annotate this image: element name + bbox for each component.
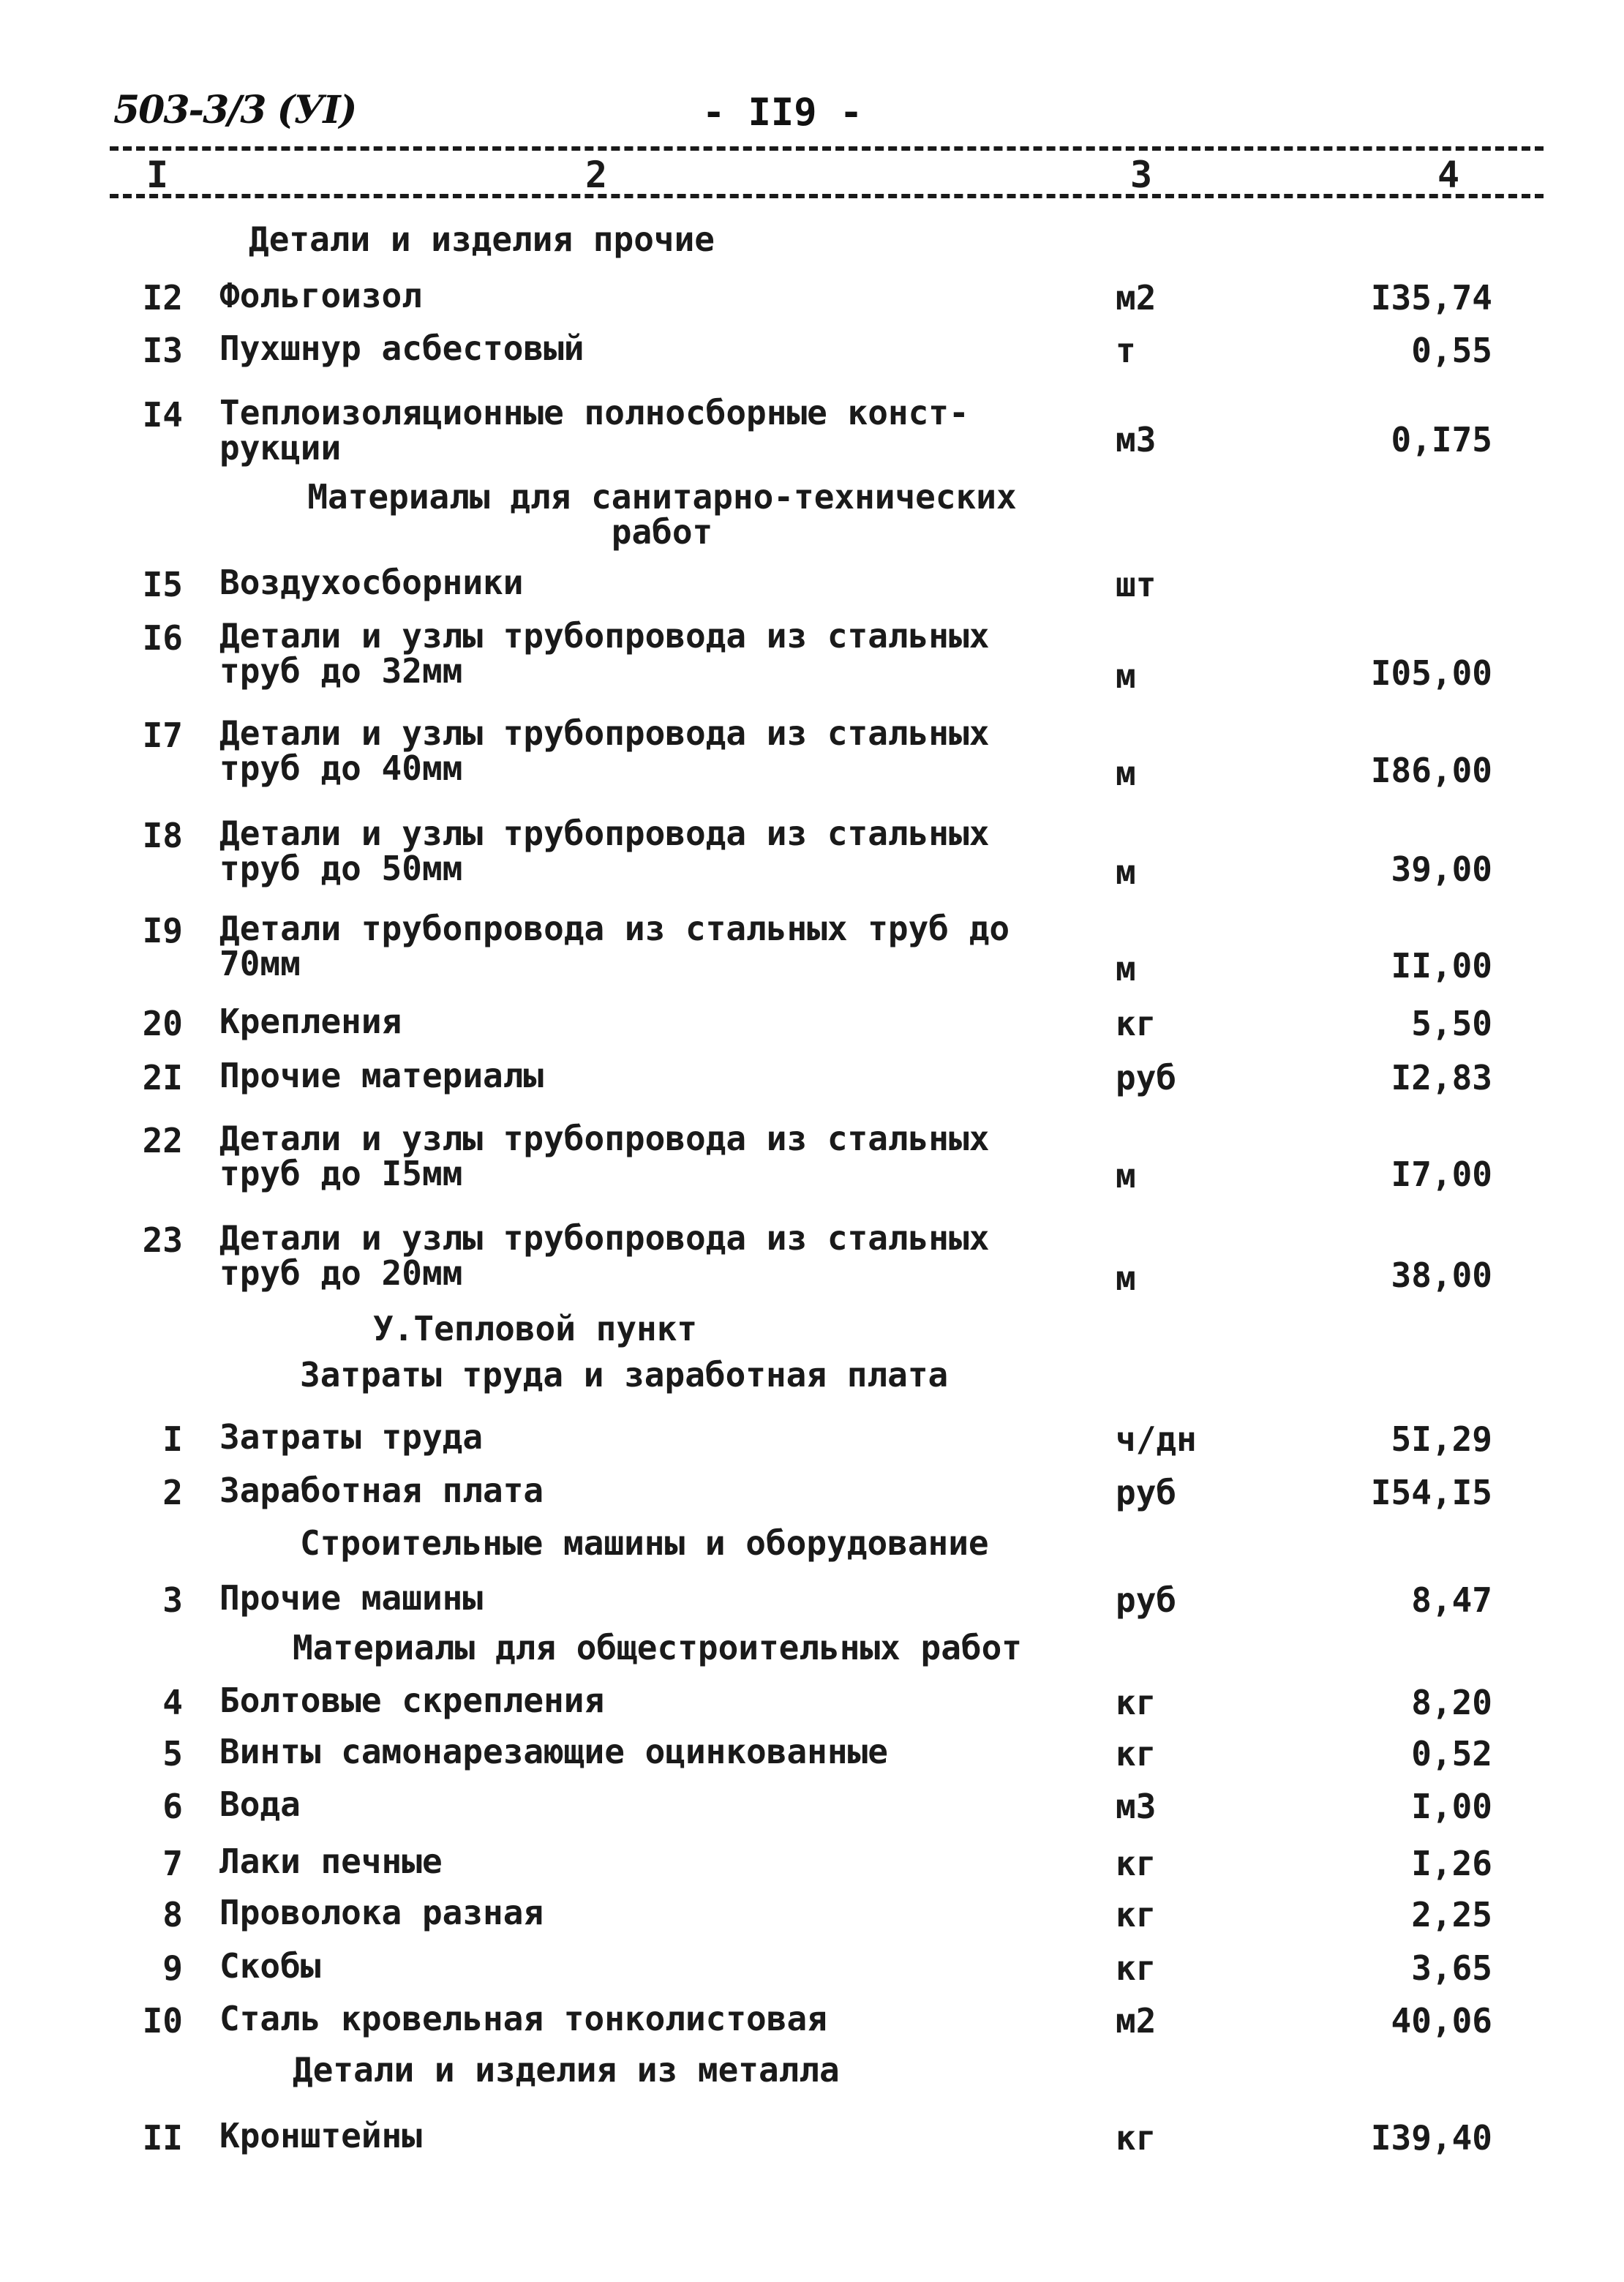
section-heading: Детали и изделия прочие [249, 219, 715, 259]
row-number: I9 [142, 911, 183, 950]
row-number: I8 [142, 816, 183, 855]
row-unit: кг [1116, 2118, 1157, 2158]
row-unit: руб [1116, 1058, 1177, 1097]
row-description: Воздухосборники [219, 563, 524, 602]
row-number: I3 [142, 331, 183, 370]
row-unit: кг [1116, 1004, 1157, 1043]
row-description: Крепления [219, 1002, 402, 1041]
row-value: 5,50 [1411, 1004, 1492, 1043]
row-number: I2 [142, 278, 183, 318]
row-unit: м2 [1116, 278, 1157, 318]
row-value: I,00 [1411, 1787, 1492, 1826]
row-unit: м [1116, 656, 1136, 696]
row-unit: шт [1116, 565, 1157, 604]
row-description: Пухшнур асбестовый [219, 329, 584, 368]
row-description: Заработная плата [219, 1471, 544, 1510]
row-unit: м2 [1116, 2001, 1157, 2041]
row-description: Детали и узлы трубопровода из стальных труб до I5мм [219, 1119, 990, 1193]
row-value: 0,I75 [1391, 420, 1492, 459]
section-heading: Материалы для общестроительных работ [293, 1628, 1022, 1667]
row-value: I35,74 [1370, 278, 1492, 318]
row-number: 20 [142, 1004, 183, 1043]
row-description: Кронштейны [219, 2116, 422, 2155]
row-unit: м3 [1116, 420, 1157, 459]
row-description: Лаки печные [219, 1842, 443, 1881]
section-heading: Затраты труда и заработная плата [300, 1355, 949, 1395]
row-value: 38,00 [1391, 1256, 1492, 1295]
row-number: 5 [162, 1734, 183, 1774]
row-unit: кг [1116, 1734, 1157, 1774]
row-number: 8 [162, 1895, 183, 1934]
row-unit: кг [1116, 1683, 1157, 1722]
row-number: 4 [162, 1683, 183, 1722]
row-unit: м [1116, 1156, 1136, 1196]
row-value: 40,06 [1391, 2001, 1492, 2041]
row-value: I86,00 [1370, 751, 1492, 790]
row-description: Детали и узлы трубопровода из стальных труб до 50мм [219, 814, 990, 888]
row-value: 8,47 [1411, 1580, 1492, 1620]
row-description: Детали и узлы трубопровода из стальных труб до 20мм [219, 1218, 990, 1293]
row-unit: м [1116, 852, 1136, 892]
row-unit: т [1116, 331, 1136, 370]
divider-columns [110, 194, 1544, 198]
row-value: 2,25 [1411, 1895, 1492, 1934]
col-header-2: 2 [585, 154, 608, 196]
row-description: Затраты труда [219, 1417, 484, 1457]
row-value: 39,00 [1391, 849, 1492, 889]
row-number: I5 [142, 565, 183, 604]
row-value: 8,20 [1411, 1683, 1492, 1722]
row-number: 9 [162, 1948, 183, 1988]
row-unit: кг [1116, 1895, 1157, 1934]
row-description: Фольгоизол [219, 276, 422, 315]
row-value: 3,65 [1411, 1948, 1492, 1988]
row-description: Вода [219, 1784, 301, 1824]
row-number: II [142, 2118, 183, 2158]
row-number: I [162, 1419, 183, 1459]
row-unit: м [1116, 754, 1136, 793]
row-description: Болтовые скрепления [219, 1681, 605, 1720]
page-number: - II9 - [702, 91, 863, 135]
row-unit: руб [1116, 1473, 1177, 1512]
row-description: Прочие материалы [219, 1056, 544, 1095]
row-number: I4 [142, 395, 183, 435]
row-description: Скобы [219, 1946, 321, 1986]
row-value: I2,83 [1391, 1058, 1492, 1097]
row-unit: м [1116, 1258, 1136, 1298]
row-number: I0 [142, 2001, 183, 2041]
row-value: II,00 [1391, 946, 1492, 986]
row-value: I39,40 [1370, 2118, 1492, 2158]
row-number: I7 [142, 716, 183, 755]
row-value: I7,00 [1391, 1155, 1492, 1194]
section-heading: Детали и изделия из металла [293, 2050, 840, 2090]
row-description: Теплоизоляционные полносборные конст- рукции [219, 393, 969, 468]
row-unit: кг [1116, 1948, 1157, 1988]
row-value: 0,52 [1411, 1734, 1492, 1774]
row-value: I05,00 [1370, 653, 1492, 693]
row-description: Прочие машины [219, 1578, 484, 1618]
row-description: Проволока разная [219, 1893, 544, 1932]
row-number: 2 [162, 1473, 183, 1512]
row-value: I54,I5 [1370, 1473, 1492, 1512]
row-number: 3 [162, 1580, 183, 1620]
row-unit: ч/дн [1116, 1419, 1197, 1459]
row-number: 7 [162, 1844, 183, 1883]
row-value: I,26 [1411, 1844, 1492, 1883]
row-number: 6 [162, 1787, 183, 1826]
document-code: 503-3/3 (УI) [113, 88, 356, 132]
row-unit: м3 [1116, 1787, 1157, 1826]
row-description: Детали и узлы трубопровода из стальных труб до 40мм [219, 713, 990, 788]
col-header-1: I [146, 154, 169, 196]
row-description: Детали и узлы трубопровода из стальных труб до 32мм [219, 616, 990, 691]
row-number: 23 [142, 1220, 183, 1260]
section-heading: Материалы для санитарно-технических работ [307, 477, 1017, 552]
row-number: I6 [142, 618, 183, 658]
row-description: Детали трубопровода из стальных труб до 70мм [219, 909, 1010, 983]
divider-top [110, 146, 1544, 151]
row-number: 2I [142, 1058, 183, 1097]
col-header-3: 3 [1130, 154, 1153, 196]
section-heading: Строительные машины и оборудование [300, 1523, 989, 1563]
section-heading: У.Тепловой пункт [373, 1309, 698, 1348]
row-description: Винты самонарезающие оцинкованные [219, 1732, 888, 1771]
col-header-4: 4 [1437, 154, 1460, 196]
row-unit: руб [1116, 1580, 1177, 1620]
row-value: 0,55 [1411, 331, 1492, 370]
row-description: Сталь кровельная тонколистовая [219, 1999, 827, 2038]
row-number: 22 [142, 1121, 183, 1160]
row-unit: м [1116, 949, 1136, 988]
row-value: 5I,29 [1391, 1419, 1492, 1459]
row-unit: кг [1116, 1844, 1157, 1883]
